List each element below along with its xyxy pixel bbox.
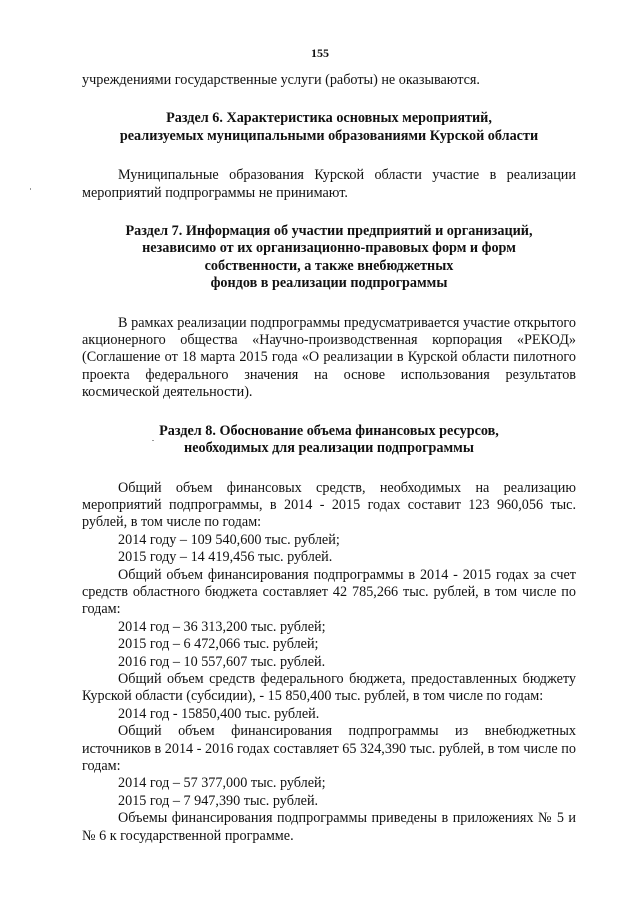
page-number: 155 [311, 46, 329, 60]
extrabudget-funding-paragraph: Общий объем финансирования подпрограммы из внебюджетных источников в 2014 - 2016 годах составляет 65 324,390 тыс. рублей, в том числе по годам: [82, 723, 576, 774]
year-line: 2016 год – 10 557,607 тыс. рублей. [118, 653, 326, 670]
section-7-title [82, 223, 576, 293]
year-line: 2015 году – 14 419,456 тыс. рублей. [118, 549, 333, 566]
year-line: 2014 год - 15850,400 тыс. рублей. [118, 705, 320, 722]
title-line: необходимых для реализации подпрограммы [184, 440, 474, 457]
year-line: 2014 год – 57 377,000 тыс. рублей; [118, 775, 326, 792]
year-line: 2015 год – 6 472,066 тыс. рублей; [118, 636, 319, 653]
title-line: собственности, а также внебюджетных [204, 257, 454, 274]
scan-speck [30, 188, 31, 190]
year-line: 2014 год – 36 313,200 тыс. рублей; [118, 618, 326, 635]
title-line: независимо от их организационно-правовых форм и форм [142, 240, 516, 257]
title-line: Раздел 6. Характеристика основных мероприятий, [166, 110, 492, 127]
year-line: 2015 год – 7 947,390 тыс. рублей. [118, 792, 319, 809]
federal-funding-paragraph: Общий объем средств федерального бюджета, предоставленных бюджету Курской области (субсидии), - 15 850,400 тыс. рублей, в том числе по годам: [82, 670, 576, 705]
closing-paragraph: Объемы финансирования подпрограммы приведены в приложениях № 5 и № 6 к государственной программе. [82, 810, 576, 844]
total-funding-paragraph: Общий объем финансовых средств, необходимых на реализацию мероприятий подпрограммы, в 2014 - 2015 годах составит 123 960,056 тыс. рублей, в том числе по годам: [82, 479, 576, 531]
section-8 [82, 423, 576, 845]
section-7-paragraph: В рамках реализации подпрограммы предусматривается участие открытого акционерного общества «Научно-производственная корпорация «РЕКОД» (Соглашение от 18 марта 2015 года «О реализации в Курской области пилотного проекта федерального значения на основе использования результатов космической деятельности). [82, 314, 576, 401]
title-line: фондов в реализации подпрограммы [210, 275, 448, 292]
section-8-title [82, 423, 576, 458]
section-6 [82, 110, 576, 202]
document-body [82, 72, 576, 845]
section-6-title [82, 110, 576, 145]
section-6-paragraph: Муниципальные образования Курской области участие в реализации мероприятий подпрограммы не принимают. [82, 167, 576, 201]
title-line: Раздел 7. Информация об участии предприятий и организаций, [125, 223, 533, 240]
intro-line: учреждениями государственные услуги (работы) не оказываются. [82, 72, 480, 88]
section-7 [82, 223, 576, 402]
year-line: 2014 году – 109 540,600 тыс. рублей; [118, 531, 340, 548]
title-line: реализуемых муниципальными образованиями Курской области [119, 127, 539, 144]
title-line: Раздел 8. Обоснование объема финансовых ресурсов, [159, 422, 499, 439]
regional-funding-paragraph: Общий объем финансирования подпрограммы в 2014 - 2015 годах за счет средств областного бюджета составляет 42 785,266 тыс. рублей, в том числе по годам: [82, 566, 576, 618]
